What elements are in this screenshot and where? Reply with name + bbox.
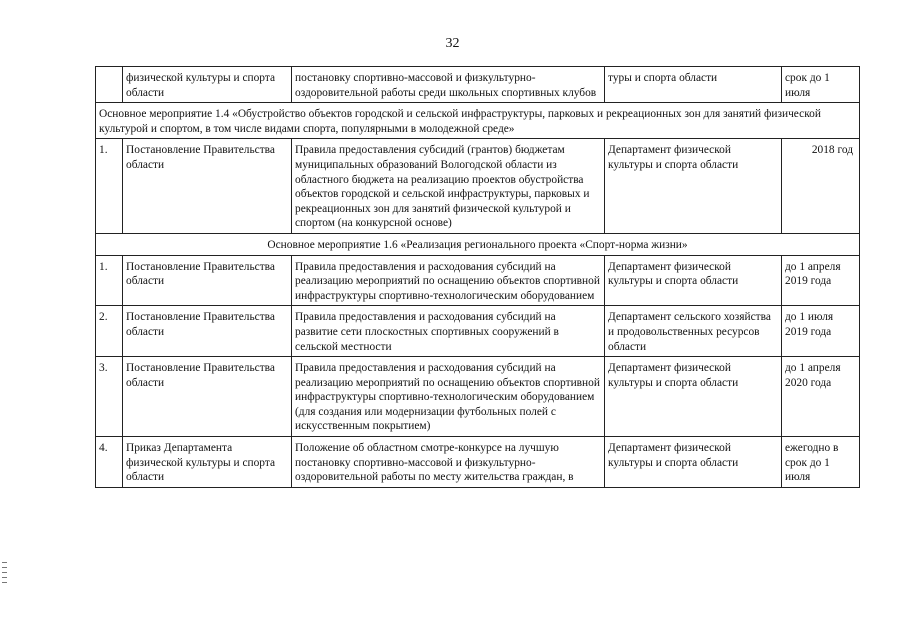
section-row — [96, 103, 860, 139]
measures-table — [95, 66, 860, 488]
section-row — [96, 233, 860, 255]
row-number: 4. — [96, 437, 123, 488]
document-name: постановку спортивно-массовой и физкультурно-оздоровительной работы среди школьных спортивных клубов — [292, 67, 605, 103]
section-heading: Основное мероприятие 1.6 «Реализация регионального проекта «Спорт-норма жизни» — [96, 233, 860, 255]
document-name: Правила предоставления и расходования субсидий на реализацию мероприятий по оснащению объектов спортивной инфраструктуры спортивно-технологическим оборудованием — [292, 255, 605, 306]
legal-basis: Постановление Правительства области — [123, 139, 292, 234]
document-name: Правила предоставления и расходования субсидий на развитие сети плоскостных спортивных сооружений в сельской местности — [292, 306, 605, 357]
table-row — [96, 139, 860, 234]
row-number: 1. — [96, 139, 123, 234]
deadline: срок до 1 июля — [782, 67, 860, 103]
executor: туры и спорта области — [605, 67, 782, 103]
legal-basis: Постановление Правительства области — [123, 306, 292, 357]
row-number: 1. — [96, 255, 123, 306]
table-row — [96, 255, 860, 306]
legal-basis: Постановление Правительства области — [123, 255, 292, 306]
document-name: Правила предоставления и расходования субсидий на реализацию мероприятий по оснащению объектов спортивной инфраструктуры спортивно-технологическим оборудованием (для создания или модернизации футбольных полей с искусственным покрытием) — [292, 357, 605, 437]
page-number: 32 — [445, 36, 460, 51]
executor: Департамент физической культуры и спорта области — [605, 357, 782, 437]
executor: Департамент физической культуры и спорта области — [605, 437, 782, 488]
executor: Департамент сельского хозяйства и продовольственных ресурсов области — [605, 306, 782, 357]
document-name: Положение об областном смотре-конкурсе на лучшую постановку спортивно-массовой и физкультурно-оздоровительной работы по месту жительства граждан, в — [292, 437, 605, 488]
deadline: до 1 июля 2019 года — [782, 306, 860, 357]
scan-margin-marks — [2, 562, 8, 587]
deadline: ежегодно в срок до 1 июля — [782, 437, 860, 488]
document-name: Правила предоставления субсидий (грантов) бюджетам муниципальных образований Вологодской области из областного бюджета на реализацию проектов обустройства объектов городской и сельской инфраструктуры, парковых и рекреационных зон для занятий физической культурой и спортом (на конкурсной основе) — [292, 139, 605, 234]
executor: Департамент физической культуры и спорта области — [605, 139, 782, 234]
legal-basis: Постановление Правительства области — [123, 357, 292, 437]
table-body — [96, 67, 860, 488]
row-number — [96, 67, 123, 103]
legal-basis: Приказ Департамента физической культуры и спорта области — [123, 437, 292, 488]
deadline: 2018 год — [782, 139, 860, 234]
deadline: до 1 апреля 2020 года — [782, 357, 860, 437]
table-row — [96, 437, 860, 488]
executor: Департамент физической культуры и спорта области — [605, 255, 782, 306]
row-number: 2. — [96, 306, 123, 357]
table-row — [96, 67, 860, 103]
deadline: до 1 апреля 2019 года — [782, 255, 860, 306]
section-heading: Основное мероприятие 1.4 «Обустройство объектов городской и сельской инфраструктуры, парковых и рекреационных зон для занятий физической культурой и спортом, в том числе видами спорта, популярными в молодежной среде» — [96, 103, 860, 139]
row-number: 3. — [96, 357, 123, 437]
table-row — [96, 357, 860, 437]
table-row — [96, 306, 860, 357]
legal-basis: физической культуры и спорта области — [123, 67, 292, 103]
